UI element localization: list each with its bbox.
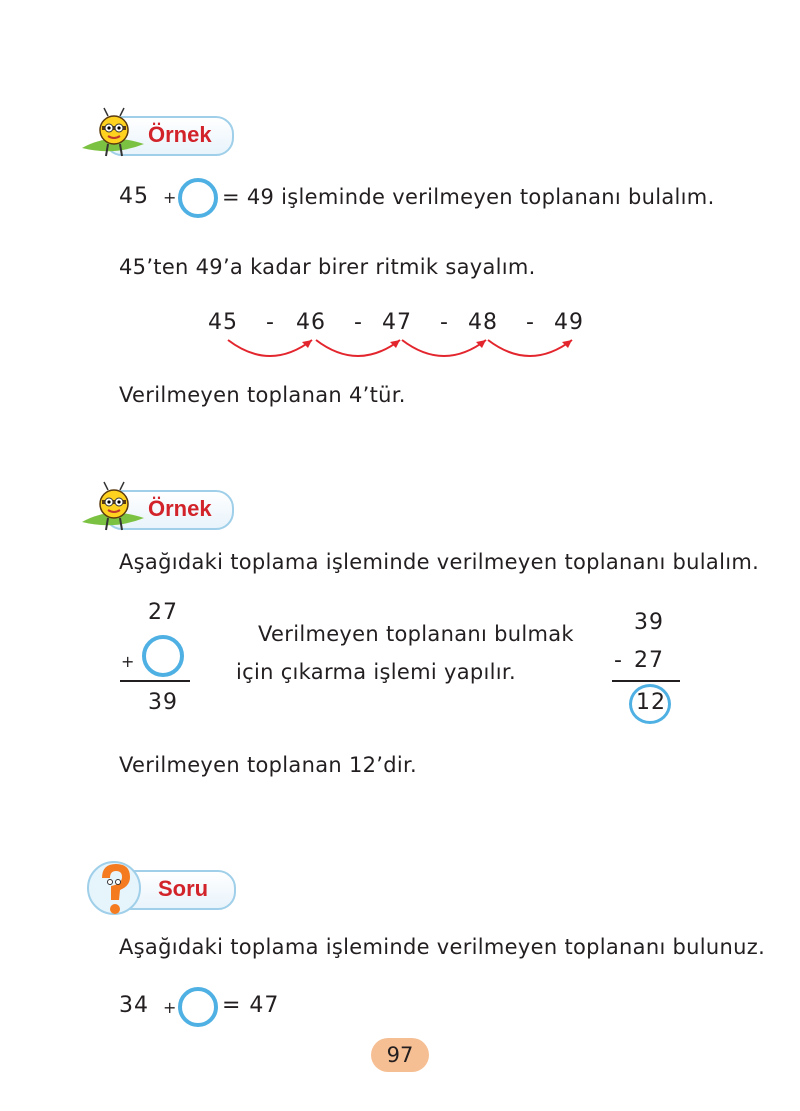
sub-result: 12	[636, 690, 666, 715]
seq-num-46: 46	[296, 310, 326, 335]
sub-top: 39	[634, 610, 664, 635]
ex1-result: Verilmeyen toplanan 4’tür.	[119, 383, 406, 407]
question-instruction: Aşağıdaki toplama işleminde verilmeyen toplananı bulunuz.	[119, 935, 766, 959]
eq1-right: = 49 işleminde verilmeyen toplananı bulalım.	[222, 185, 715, 209]
seq-dash: -	[526, 310, 535, 335]
page-number: 97	[371, 1038, 429, 1072]
bee-mascot-icon	[80, 104, 150, 164]
add-blank-circle	[142, 635, 184, 677]
add-top: 27	[148, 600, 178, 625]
add-sum: 39	[148, 690, 178, 715]
question-badge-label: Soru	[158, 876, 209, 901]
add-plus: +	[121, 652, 135, 671]
sub-line	[612, 680, 680, 682]
seq-num-49: 49	[554, 310, 584, 335]
sub-bottom: 27	[634, 648, 664, 673]
ex1-instruction: 45’ten 49’a kadar birer ritmik sayalım.	[119, 255, 536, 279]
bee-mascot-icon	[80, 478, 150, 538]
q-eq-plus: +	[163, 998, 177, 1017]
seq-dash: -	[266, 310, 275, 335]
seq-dash: -	[440, 310, 449, 335]
seq-num-48: 48	[468, 310, 498, 335]
q-eq-left: 34	[119, 993, 149, 1018]
add-line	[120, 680, 190, 682]
eq1-plus: +	[163, 188, 177, 207]
explain-line-2: için çıkarma işlemi yapılır.	[236, 660, 516, 684]
q-eq-right: = 47	[222, 993, 280, 1018]
ex2-instruction: Aşağıdaki toplama işleminde verilmeyen toplananı bulalım.	[119, 550, 760, 574]
eq1-left: 45	[119, 184, 149, 209]
question-mark-icon	[86, 858, 144, 920]
sub-minus: -	[614, 648, 623, 673]
eq1-blank-circle	[178, 178, 218, 218]
q-blank-circle	[178, 987, 218, 1027]
seq-dash: -	[354, 310, 363, 335]
seq-num-45: 45	[208, 310, 238, 335]
counting-arrows	[220, 330, 590, 366]
seq-num-47: 47	[382, 310, 412, 335]
example-badge-1-label: Örnek	[148, 122, 212, 147]
ex2-result: Verilmeyen toplanan 12’dir.	[119, 753, 417, 777]
example-badge-2-label: Örnek	[148, 496, 212, 521]
explain-line-1: Verilmeyen toplananı bulmak	[258, 622, 574, 646]
